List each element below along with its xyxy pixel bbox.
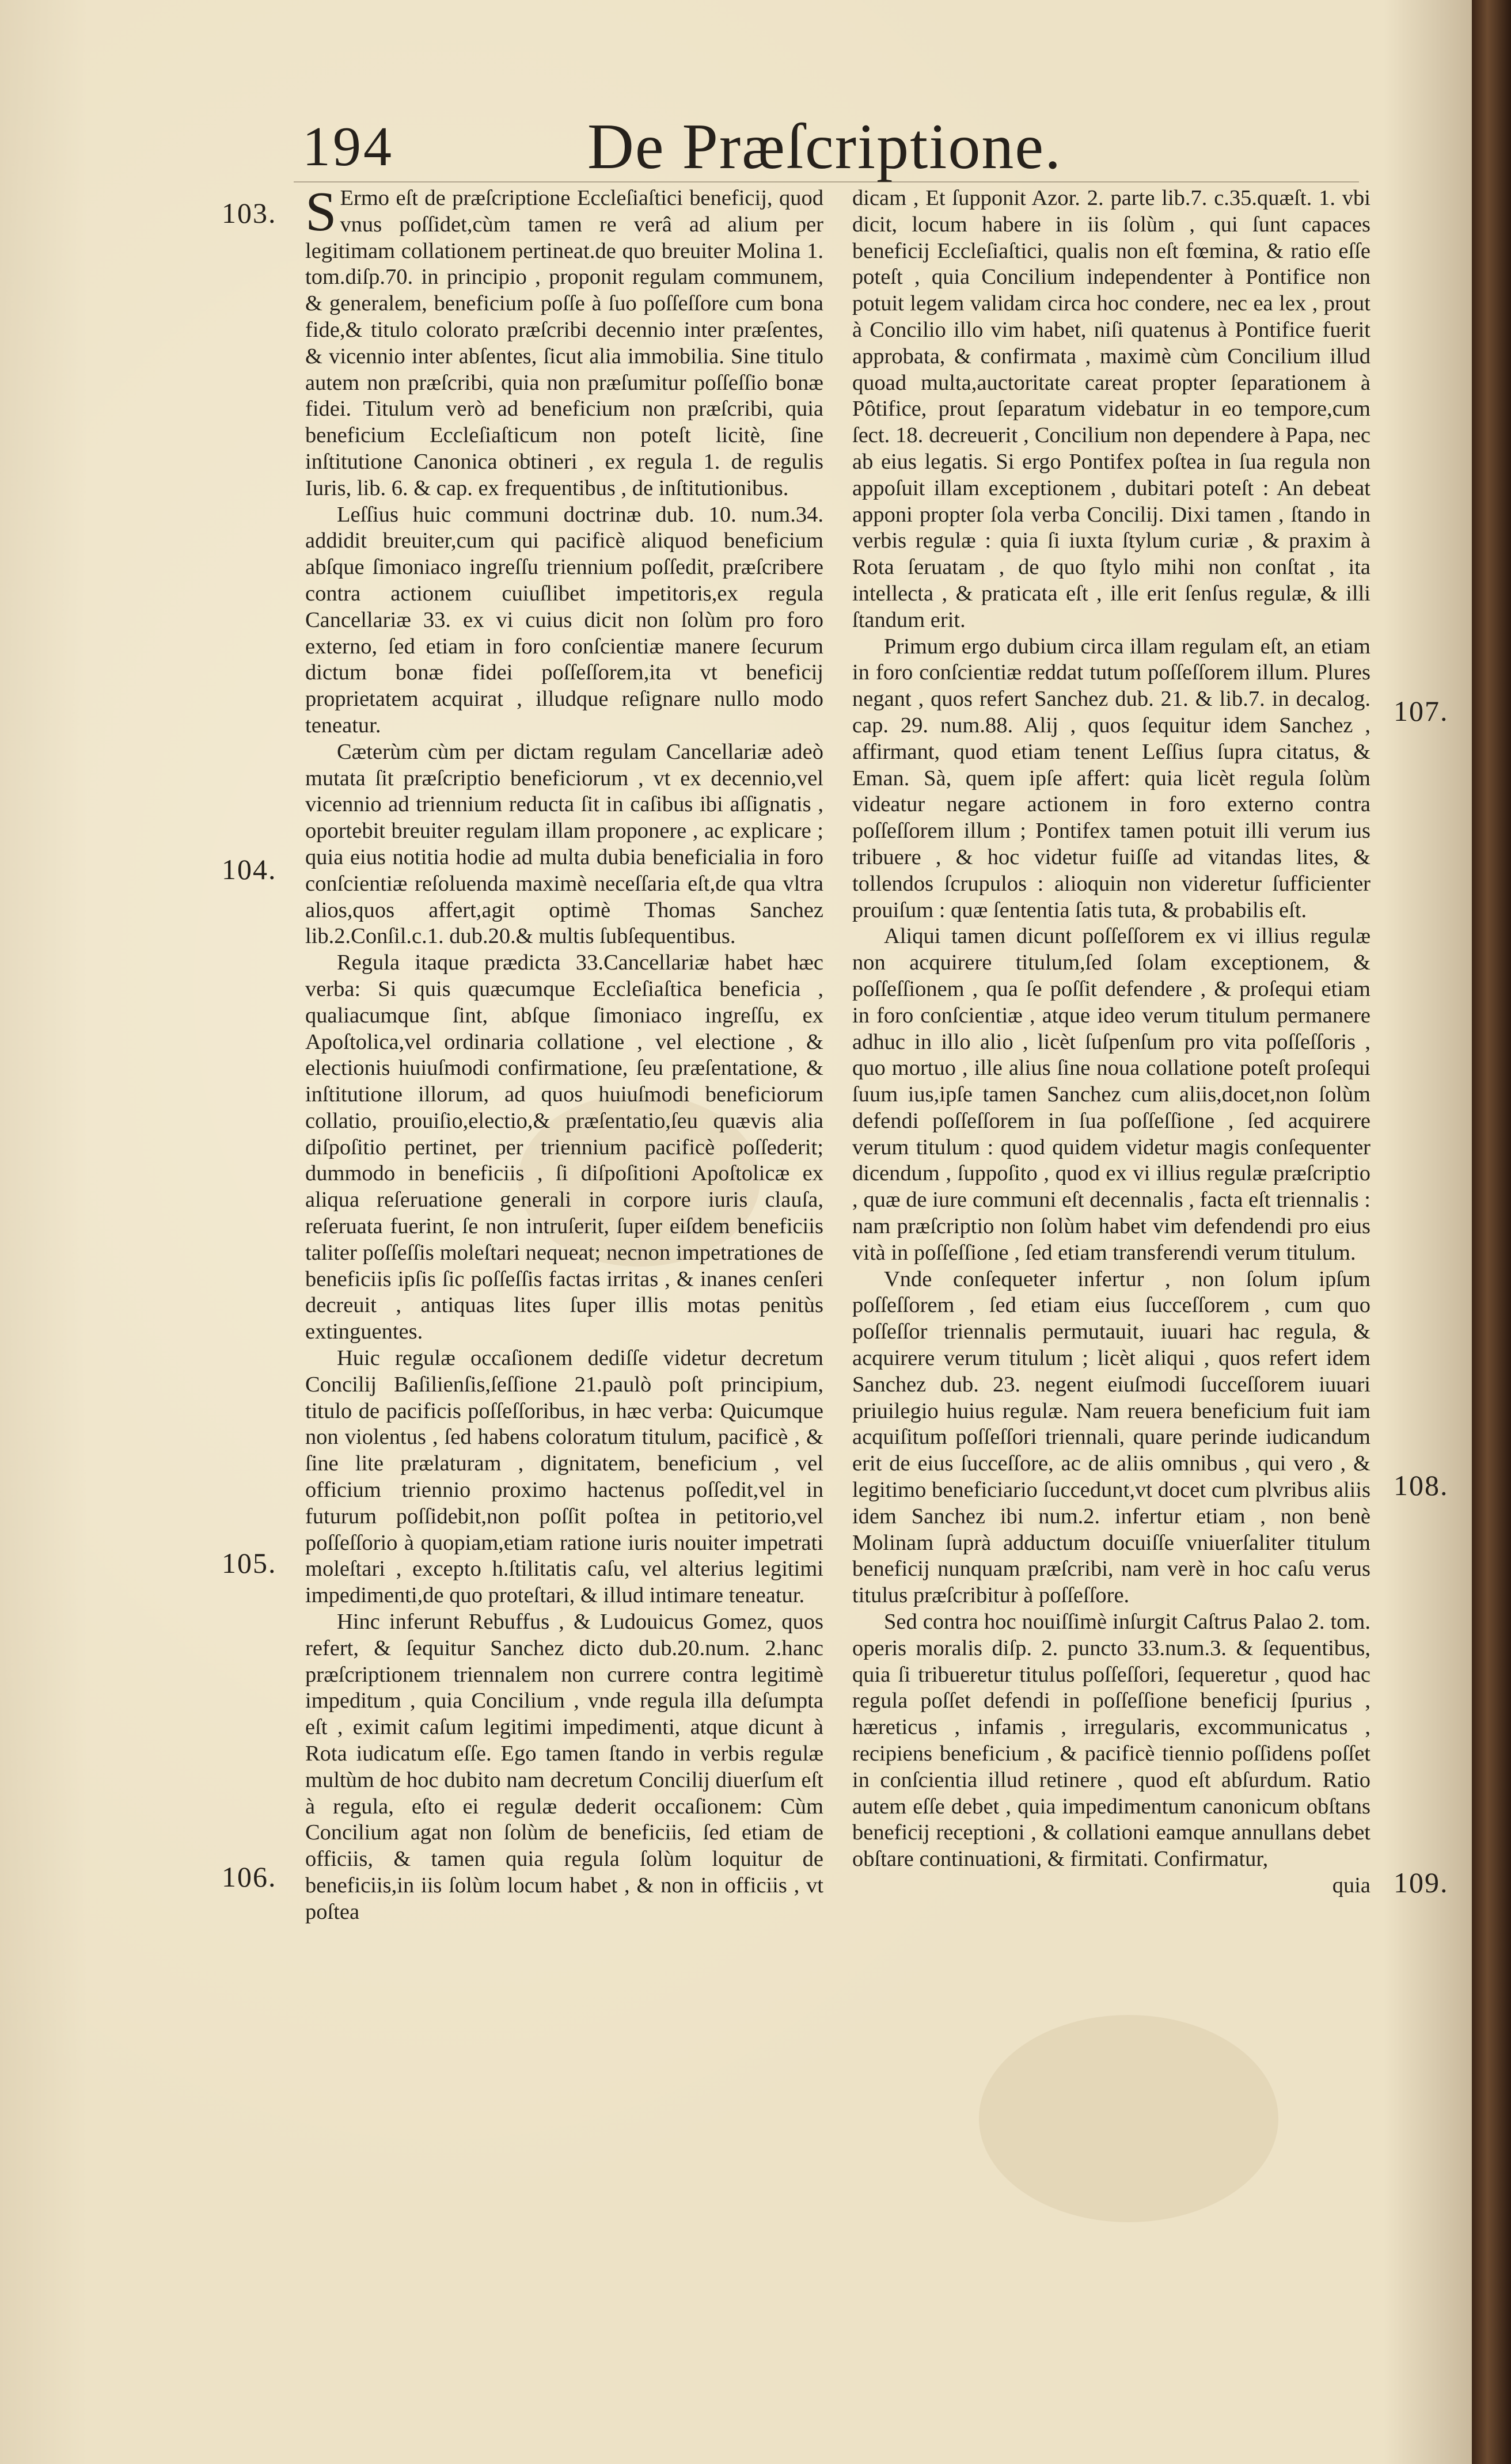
- paragraph-105: Huic regulæ occaſionem dediſſe videtur decretum Concilij Baſilienſis,ſeſſione 21.paulò poſt principium, titulo de pacificis poſſeſſoribus, in hæc verba: Quicumque non violentus , ſed habens coloratum titulum, pacificè , & ſine lite prælaturam , dignitatem, beneficium , vel officium triennio proximo hactenus poſſedit,vel in futurum poſſidebit,non poſſit poſtea in petitorio,vel poſſeſſorio à quopiam,etiam ratione iuris nouiter impetrati moleſtari , excepto h.ſtilitatis caſu, vel alterius legitimi impedimenti,de quo proteſtari, & illud intimare teneatur.: [305, 1346, 823, 1608]
- margin-number-107: 107.: [1394, 695, 1449, 727]
- paragraph-104: Cæterùm cùm per dictam regulam Cancellariæ adeò mutata ſit præſcriptio beneficiorum , vt ex decennio,vel vicennio ad triennium reducta ſit in caſibus ibi aſſignatis , oportebit breuiter regulam illam proponere , ac explicare ; quia eius notitia hodie ad multa dubia beneficialia in foro conſcientiæ reſoluenda maximè neceſſaria eſt,de qua vltra alios,quos affert,agit optimè Thomas Sanchez lib.2.Conſil.c.1. dub.20.& multis ſubſequentibus.: [305, 739, 823, 949]
- paragraph-continuation: dicam , Et ſupponit Azor. 2. parte lib.7. c.35.quæſt. 1. vbi dicit, locum habere in iis ſolùm , qui ſunt capaces beneficij Eccleſiaſtici, qualis non eſt fœmina, & ratio eſſe poteſt , quia Concilium independenter à Pontifice non potuit legem validam circa hoc condere, nec ea lex , prout à Concilio illo vim habet, niſi quatenus à Pontifice fuerit approbata, & confirmata , maximè cùm Concilium illud quoad multa,auctoritate careat propter ſeparationem à Pôtifice, prout ſeparatum videbatur in eo tempore,cum ſect. 18. decreuerit , Concilium non dependere à Papa, nec ab eius legatis. Si ergo Pontifex poſtea in ſua regula non appoſuit illam exceptionem , dubitari poteſt : An debeat apponi propter ſola verba Concilij. Dixi tamen , ſtando in verbis regulæ : quia ſi iuxta ſtylum curiæ , & praxim à Rota ſeruatam , de quo ſtylo mihi non conſtat , ita intellecta , & praticata eſt , ille erit ſenſus regulæ, & illi ſtandum erit.: [852, 186, 1370, 632]
- catchword: quia: [1332, 1873, 1370, 1898]
- paragraph-aliqui: Aliqui tamen dicunt poſſeſſorem ex vi illius regulæ non acquirere titulum,ſed ſolam exceptionem, & poſſeſſionem , qua ſe poſſit defendere , & proſequi etiam in foro conſcientiæ , atque ideo verum titulum permanere adhuc in illo alio , licèt ſuſpenſum pro vita poſſeſſoris , quo mortuo , ille alius ſine noua collatione poteſt proſequi ſuum ius,ipſe tamen Sanchez cum aliis,docet,non ſolùm defendi poſſeſſorem in ſua poſſeſſione , ſed acquirere verum titulum : quod quidem videtur magis conſequenter dicendum , ſuppoſito , quod ex vi illius regulæ præſcriptio , quæ de iure communi eſt decennalis , facta eſt triennalis : nam præſcriptio non ſolùm habet vim defendendi pro eius vità in poſſeſſione , ſed etiam transferendi verum titulum.: [852, 924, 1370, 1265]
- book-binding-edge: [1472, 0, 1511, 2464]
- left-column: [305, 181, 823, 1926]
- margin-number-104: 104.: [222, 853, 277, 885]
- paragraph-regula: Regula itaque prædicta 33.Cancellariæ habet hæc verba: Si quis quæcumque Eccleſiaſtica beneficia , qualiacumque ſint, abſque ſimoniaco ingreſſu, ex Apoſtolica,vel ordinaria collatione , vel electione , & electionis huiuſmodi confirmatione, ſeu præſentatione, & inſtitutione illorum, ad quos huiuſmodi beneficiorum collatio, prouiſio,electio,& præſentatio,ſeu quævis alia diſpoſitio pertinet, per triennium pacificè poſſederit; dummodo in beneficiis , ſi diſpoſitioni Apoſtolicæ ex aliqua reſeruatione generali in corpore iuris clauſa, reſeruata fuerint, ſe non intruſerit, ſuper eiſdem beneficiis taliter poſſeſſis moleſtari nequeat; necnon impetrationes de beneficiis ipſis ſic poſſeſſis factas irritas , & inanes cenſeri decreuit , antiquas lites ſuper illis motas penitùs extinguentes.: [305, 950, 823, 1344]
- paragraph-103: [305, 181, 823, 502]
- running-head: [0, 111, 1472, 182]
- paragraph-text: Ermo eſt de præſcriptione Eccleſiaſtici beneficij, quod vnus poſſidet,cùm tamen re verâ ad alium per legitimam collationem pertineat.de quo breuiter Molina 1. tom.diſp.70. in principio , proponit regulam communem, & generalem, beneficium poſſe à ſuo poſſeſſore cum bona fide,& titulo colorato præſcribi decennio inter præſentes, & vicennio inter abſentes, ſicut alia immobilia. Sine titulo autem non præſcribi, quia non præſumitur poſſeſſio bonæ fidei. Titulum verò ad beneficium non præſcribi, quia beneficium Eccleſiaſticum non poteſt licitè, ſine inſtitutione Canonica obtineri , ex regula 1. de regulis Iuris, lib. 6. & cap. ex frequentibus , de inſtitutionibus.: [305, 186, 823, 500]
- margin-number-108: 108.: [1394, 1469, 1449, 1501]
- paragraph-106: Hinc inferunt Rebuffus , & Ludouicus Gomez, quos refert, & ſequitur Sanchez dicto dub.20.num. 2.hanc præſcriptionem triennalem non currere contra legitimè impeditum , quia Concilium , vnde regula illa deſumpta eſt , eximit caſum legitimi impedimenti, atque dicunt à Rota iudicatum eſſe. Ego tamen ſtando in verbis regulæ multùm de hoc dubito nam decretum Concilij diuerſum eſt à regula, eſto ei regulæ dederit occaſionem: Cùm Concilium agat non ſolùm de beneficiis, ſed etiam de officiis, & tamen quia regula ſolùm loquitur de beneficiis,in iis ſolùm locum habet , & non in officiis , vt poſtea: [305, 1610, 823, 1924]
- page-number: 194: [302, 116, 394, 178]
- drop-cap: S: [305, 181, 337, 243]
- paragraph-108: Vnde conſequeter infertur , non ſolum ipſum poſſeſſorem , ſed etiam eius ſucceſſorem , cum quo poſſeſſor triennalis permutauit, iuuari hac regula, & acquirere verum titulum ; licèt aliqui , quos refert idem Sanchez dub. 23. negent eiuſmodi ſucceſſorem iuuari priuilegio huius regulæ. Nam reuera beneficium fuit iam acquiſitum poſſeſſori triennali, quare perinde iudicandum erit de eius ſucceſſore, ac de aliis omnibus , qui vero , & legitimo beneficiario ſuccedunt,vt docet cum plvribus aliis idem Sanchez ibi num.2. infertur etiam , non benè Molinam ſuprà adductum docuiſſe vniuerſaliter titulum beneficij nunquam præſcribi, nam verè in hoc caſu verus titulus præſcribitur à poſſeſſore.: [852, 1267, 1370, 1608]
- right-column: [852, 185, 1370, 1899]
- margin-number-109: 109.: [1394, 1866, 1449, 1899]
- paragraph-107: Primum ergo dubium circa illam regulam eſt, an etiam in foro conſcientiæ reddat tutum poſſeſſorem illum. Plures negant , quos refert Sanchez dub. 21. & lib.7. in decalog. cap. 29. num.88. Alij , quos ſequitur idem Sanchez , affirmant, quod etiam tenent Leſſius ſupra citatus, & Eman. Sà, quem ipſe affert: quia licèt regula ſolùm videatur negare actionem in foro externo contra poſſeſſorem illum ; Pontifex tamen potuit illi verum ius tribuere , & hoc videtur fuiſſe ad vitandas lites, & tollendos ſcrupulos : alioquin non videretur ſufficienter prouiſum : quæ ſententia ſatis tuta, & probabilis eſt.: [852, 634, 1370, 922]
- paper-stain: [979, 2015, 1278, 2222]
- margin-number-105: 105.: [222, 1547, 277, 1579]
- running-title: De Præſcriptione.: [587, 111, 1062, 182]
- paragraph-109: Sed contra hoc nouiſſimè inſurgit Caſtrus Palao 2. tom. operis moralis diſp. 2. puncto 33.num.3. & ſequentibus, quia ſi tribueretur titulus poſſeſſori, ſequeretur , quod hac regula poſſet defendi in poſſeſſione beneficij ſpurius , hæreticus , infamis , irregularis, excommunicatus , recipiens beneficium , & pacificè tiennio poſſidens poſſet in conſcientia illud retinere , quod eſt abſurdum. Ratio autem eſſe debet , quia impedimentum canonicum obſtans beneficij receptioni , & collationi eamque annullans debet obſtare continuationi, & firmitati. Confirmatur,: [852, 1610, 1370, 1872]
- margin-number-106: 106.: [222, 1861, 277, 1893]
- margin-number-103: 103.: [222, 197, 277, 229]
- paragraph-lessius: Leſſius huic communi doctrinæ dub. 10. num.34. addidit breuiter,cum qui pacificè aliquod beneficium abſque ſimoniaco ingreſſu triennium poſſedit, præſcribere contra actionem cuiuſlibet impetitoris,ex regula Cancellariæ 33. ex vi cuius dicit non ſolùm pro foro externo, ſed etiam in foro conſcientiæ manere ſecurum dictum bonæ fidei poſſeſſorem,ita vt beneficij proprietatem acquirat , illudque reſignare nullo modo teneatur.: [305, 502, 823, 737]
- header-rule: [294, 181, 1359, 182]
